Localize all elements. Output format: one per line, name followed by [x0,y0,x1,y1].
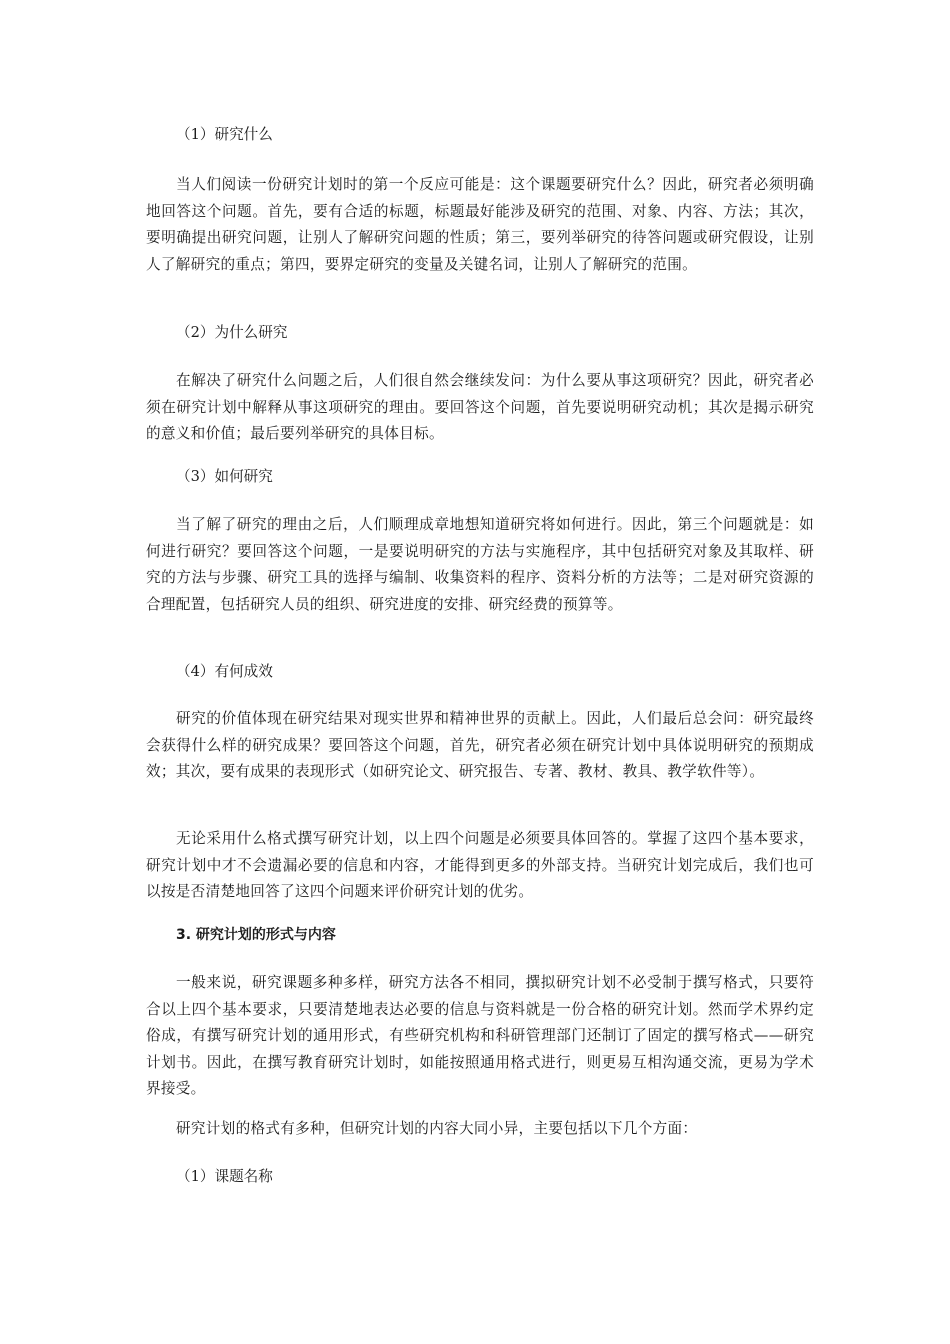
paragraph-what: 当人们阅读一份研究计划时的第一个反应可能是：这个课题要研究什么？因此，研究者必须明确地回答这个问题。首先，要有合适的标题，标题最好能涉及研究的范围、对象、内容、方法；其次，要明确提出研究问题，让别人了解研究问题的性质；第三，要列举研究的待答问题或研究假设，让别人了解研究的重点；第四，要界定研究的变量及关键名词，让别人了解研究的范围。 [146,176,814,273]
paragraph-why: 在解决了研究什么问题之后，人们很自然会继续发问：为什么要从事这项研究？因此，研究者必须在研究计划中解释从事这项研究的理由。要回答这个问题，首先要说明研究动机；其次是揭示研究的意义和价值；最后要列举研究的具体目标。 [146,372,814,442]
section-title-topic-name: （1）课题名称 [176,1168,273,1185]
section-title-how: （3）如何研究 [176,468,273,485]
section-heading-3: 3. 研究计划的形式与内容 [176,927,336,943]
section-title-what: （1）研究什么 [176,126,273,143]
paragraph-summary: 无论采用什么格式撰写研究计划，以上四个问题是必须要具体回答的。掌握了这四个基本要求，研究计划中才不会遗漏必要的信息和内容，才能得到更多的外部支持。当研究计划完成后，我们也可以按是否清楚地回答了这四个问题来评价研究计划的优劣。 [146,830,814,900]
section-title-effect: （4）有何成效 [176,663,273,680]
section-title-why: （2）为什么研究 [176,324,288,341]
paragraph-effect: 研究的价值体现在研究结果对现实世界和精神世界的贡献上。因此，人们最后总会问：研究最终会获得什么样的研究成果？要回答这个问题，首先，研究者必须在研究计划中具体说明研究的预期成效；其次，要有成果的表现形式（如研究论文、研究报告、专著、教材、教具、教学软件等）。 [146,710,814,780]
paragraph-format-intro: 研究计划的格式有多种，但研究计划的内容大同小异，主要包括以下几个方面： [176,1120,698,1137]
paragraph-how: 当了解了研究的理由之后，人们顺理成章地想知道研究将如何进行。因此，第三个问题就是：如何进行研究？要回答这个问题，一是要说明研究的方法与实施程序，其中包括研究对象及其取样、研究的方法与步骤、研究工具的选择与编制、收集资料的程序、资料分析的方法等；二是对研究资源的合理配置，包括研究人员的组织、研究进度的安排、研究经费的预算等。 [146,516,814,613]
paragraph-form-content: 一般来说，研究课题多种多样，研究方法各不相同，撰拟研究计划不必受制于撰写格式，只要符合以上四个基本要求，只要清楚地表达必要的信息与资料就是一份合格的研究计划。然而学术界约定俗成，有撰写研究计划的通用形式，有些研究机构和科研管理部门还制订了固定的撰写格式——研究计划书。因此，在撰写教育研究计划时，如能按照通用格式进行，则更易互相沟通交流，更易为学术界接受。 [146,974,814,1097]
